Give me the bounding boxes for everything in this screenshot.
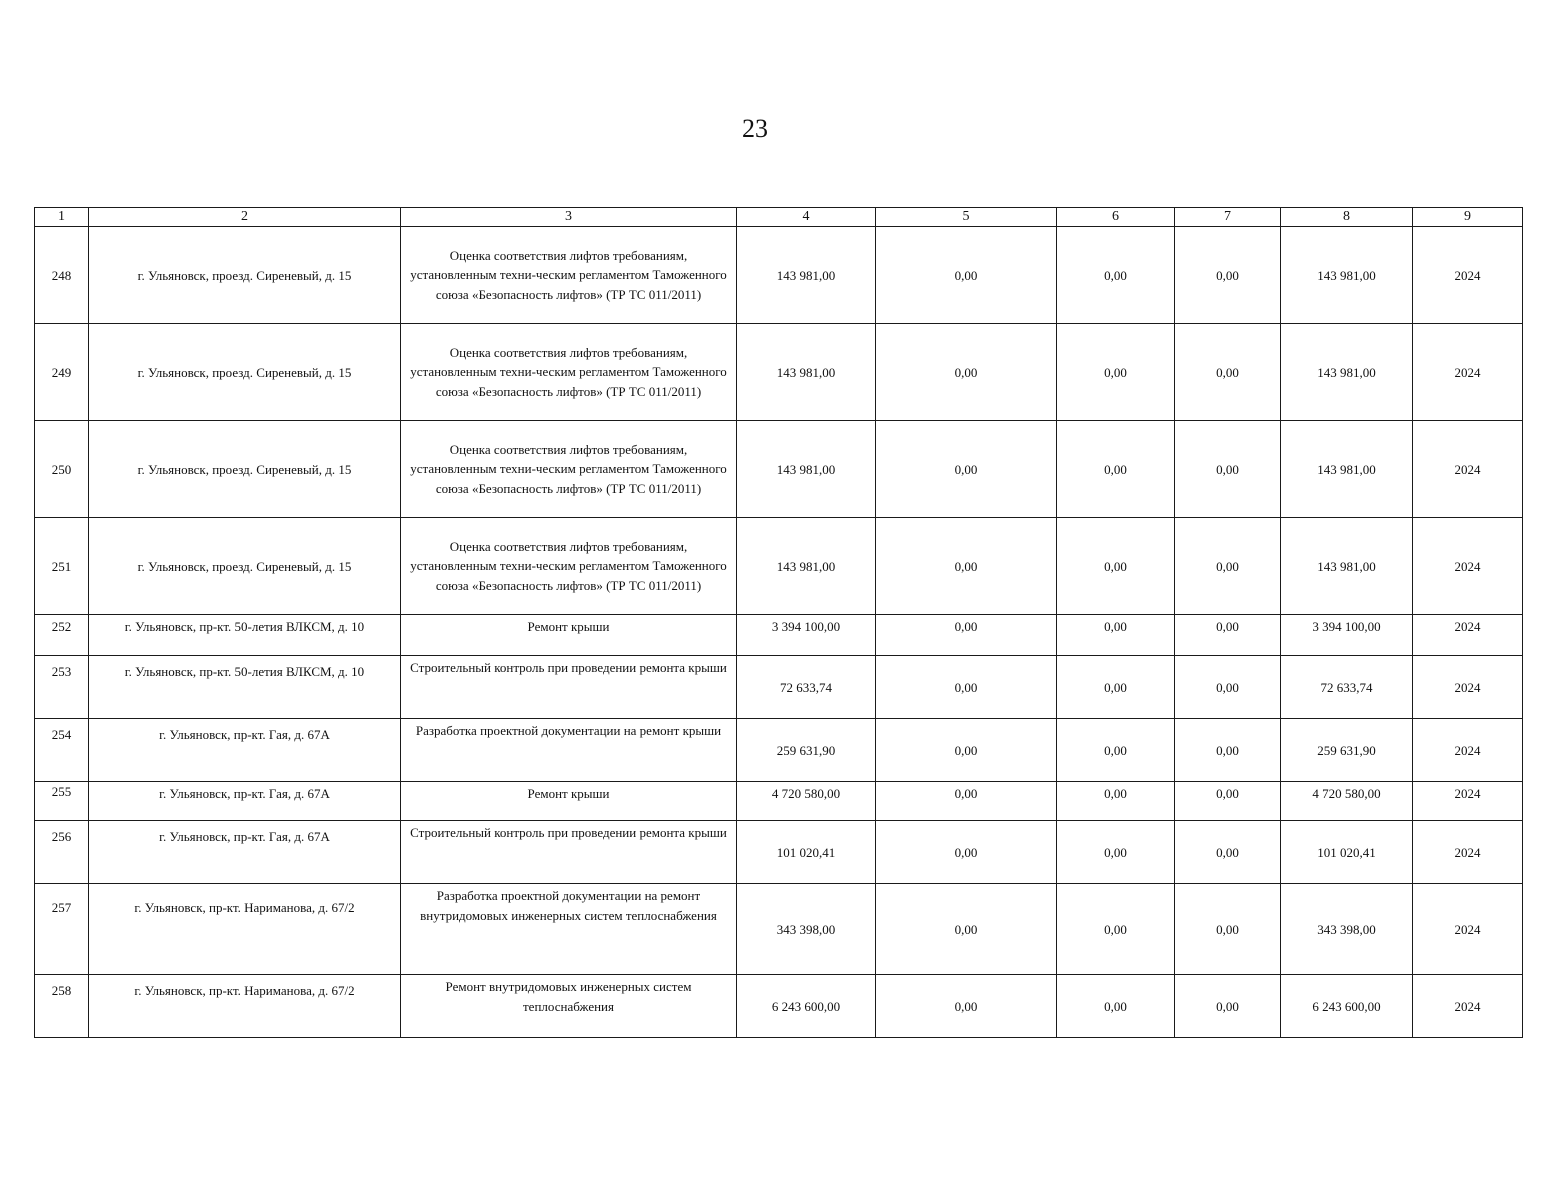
col7-cell: 0,00 (1175, 518, 1281, 615)
work-type-cell: Оценка соответствия лифтов требованиям, установленным техни-ческим регламентом Таможенного союза «Безопасность лифтов» (ТР ТС 011/2011) (401, 227, 737, 324)
col7-cell: 0,00 (1175, 884, 1281, 975)
table-row (35, 719, 1523, 782)
page-number: 23 (742, 114, 768, 143)
col5-cell: 0,00 (876, 782, 1057, 821)
table-row (35, 324, 1523, 421)
col5-cell: 0,00 (876, 421, 1057, 518)
col7-cell: 0,00 (1175, 227, 1281, 324)
year-cell: 2024 (1413, 518, 1523, 615)
col6-cell: 0,00 (1057, 421, 1175, 518)
address-cell: г. Ульяновск, пр-кт. 50-летия ВЛКСМ, д. 10 (89, 656, 401, 719)
year-cell: 2024 (1413, 884, 1523, 975)
col8-cell: 143 981,00 (1281, 227, 1413, 324)
col8-cell: 259 631,90 (1281, 719, 1413, 782)
col7-cell: 0,00 (1175, 656, 1281, 719)
col8-cell: 143 981,00 (1281, 518, 1413, 615)
year-cell: 2024 (1413, 782, 1523, 821)
table-row (35, 656, 1523, 719)
column-header: 1 (35, 208, 89, 227)
col5-cell: 0,00 (876, 884, 1057, 975)
column-numbers-row (35, 208, 1523, 227)
work-type-cell: Строительный контроль при проведении ремонта крыши (401, 821, 737, 884)
column-header: 4 (737, 208, 876, 227)
work-type-cell: Оценка соответствия лифтов требованиям, установленным техни-ческим регламентом Таможенного союза «Безопасность лифтов» (ТР ТС 011/2011) (401, 421, 737, 518)
cost-total-cell: 143 981,00 (737, 518, 876, 615)
cost-total-cell: 259 631,90 (737, 719, 876, 782)
col6-cell: 0,00 (1057, 782, 1175, 821)
work-type-cell: Ремонт крыши (401, 782, 737, 821)
col6-cell: 0,00 (1057, 884, 1175, 975)
year-cell: 2024 (1413, 656, 1523, 719)
cost-total-cell: 143 981,00 (737, 421, 876, 518)
address-cell: г. Ульяновск, пр-кт. Гая, д. 67А (89, 821, 401, 884)
col8-cell: 4 720 580,00 (1281, 782, 1413, 821)
col5-cell: 0,00 (876, 719, 1057, 782)
table-row (35, 821, 1523, 884)
column-header: 6 (1057, 208, 1175, 227)
table-row (35, 782, 1523, 821)
row-number: 255 (35, 782, 89, 821)
row-number: 252 (35, 615, 89, 656)
work-type-cell: Оценка соответствия лифтов требованиям, установленным техни-ческим регламентом Таможенного союза «Безопасность лифтов» (ТР ТС 011/2011) (401, 518, 737, 615)
column-header: 5 (876, 208, 1057, 227)
year-cell: 2024 (1413, 324, 1523, 421)
work-type-cell: Ремонт крыши (401, 615, 737, 656)
row-number: 254 (35, 719, 89, 782)
year-cell: 2024 (1413, 821, 1523, 884)
row-number: 257 (35, 884, 89, 975)
cost-total-cell: 343 398,00 (737, 884, 876, 975)
col5-cell: 0,00 (876, 518, 1057, 615)
column-header: 8 (1281, 208, 1413, 227)
address-cell: г. Ульяновск, пр-кт. Гая, д. 67А (89, 719, 401, 782)
col6-cell: 0,00 (1057, 615, 1175, 656)
col7-cell: 0,00 (1175, 324, 1281, 421)
col6-cell: 0,00 (1057, 227, 1175, 324)
year-cell: 2024 (1413, 615, 1523, 656)
col5-cell: 0,00 (876, 821, 1057, 884)
col8-cell: 143 981,00 (1281, 421, 1413, 518)
col5-cell: 0,00 (876, 975, 1057, 1038)
col6-cell: 0,00 (1057, 656, 1175, 719)
col7-cell: 0,00 (1175, 421, 1281, 518)
year-cell: 2024 (1413, 719, 1523, 782)
cost-total-cell: 6 243 600,00 (737, 975, 876, 1038)
table-row (35, 884, 1523, 975)
works-table (34, 207, 1523, 1038)
col6-cell: 0,00 (1057, 518, 1175, 615)
cost-total-cell: 101 020,41 (737, 821, 876, 884)
col5-cell: 0,00 (876, 324, 1057, 421)
col6-cell: 0,00 (1057, 324, 1175, 421)
table-row (35, 421, 1523, 518)
col5-cell: 0,00 (876, 227, 1057, 324)
row-number: 249 (35, 324, 89, 421)
row-number: 253 (35, 656, 89, 719)
address-cell: г. Ульяновск, проезд. Сиреневый, д. 15 (89, 324, 401, 421)
table-row (35, 518, 1523, 615)
column-header: 9 (1413, 208, 1523, 227)
column-header: 7 (1175, 208, 1281, 227)
row-number: 250 (35, 421, 89, 518)
col5-cell: 0,00 (876, 615, 1057, 656)
col5-cell: 0,00 (876, 656, 1057, 719)
col8-cell: 143 981,00 (1281, 324, 1413, 421)
col7-cell: 0,00 (1175, 821, 1281, 884)
cost-total-cell: 143 981,00 (737, 324, 876, 421)
col8-cell: 101 020,41 (1281, 821, 1413, 884)
table-row (35, 615, 1523, 656)
col8-cell: 72 633,74 (1281, 656, 1413, 719)
col8-cell: 3 394 100,00 (1281, 615, 1413, 656)
cost-total-cell: 3 394 100,00 (737, 615, 876, 656)
work-type-cell: Ремонт внутридомовых инженерных систем теплоснабжения (401, 975, 737, 1038)
col6-cell: 0,00 (1057, 719, 1175, 782)
row-number: 248 (35, 227, 89, 324)
address-cell: г. Ульяновск, проезд. Сиреневый, д. 15 (89, 227, 401, 324)
row-number: 258 (35, 975, 89, 1038)
address-cell: г. Ульяновск, пр-кт. 50-летия ВЛКСМ, д. 10 (89, 615, 401, 656)
column-header: 3 (401, 208, 737, 227)
address-cell: г. Ульяновск, пр-кт. Гая, д. 67А (89, 782, 401, 821)
cost-total-cell: 72 633,74 (737, 656, 876, 719)
work-type-cell: Оценка соответствия лифтов требованиям, установленным техни-ческим регламентом Таможенного союза «Безопасность лифтов» (ТР ТС 011/2011) (401, 324, 737, 421)
row-number: 256 (35, 821, 89, 884)
col8-cell: 6 243 600,00 (1281, 975, 1413, 1038)
col6-cell: 0,00 (1057, 821, 1175, 884)
col8-cell: 343 398,00 (1281, 884, 1413, 975)
address-cell: г. Ульяновск, пр-кт. Нариманова, д. 67/2 (89, 884, 401, 975)
col7-cell: 0,00 (1175, 615, 1281, 656)
cost-total-cell: 4 720 580,00 (737, 782, 876, 821)
col6-cell: 0,00 (1057, 975, 1175, 1038)
year-cell: 2024 (1413, 227, 1523, 324)
address-cell: г. Ульяновск, проезд. Сиреневый, д. 15 (89, 421, 401, 518)
row-number: 251 (35, 518, 89, 615)
col7-cell: 0,00 (1175, 975, 1281, 1038)
address-cell: г. Ульяновск, проезд. Сиреневый, д. 15 (89, 518, 401, 615)
address-cell: г. Ульяновск, пр-кт. Нариманова, д. 67/2 (89, 975, 401, 1038)
year-cell: 2024 (1413, 975, 1523, 1038)
work-type-cell: Разработка проектной документации на ремонт внутридомовых инженерных систем теплоснабжения (401, 884, 737, 975)
col7-cell: 0,00 (1175, 782, 1281, 821)
table-row (35, 227, 1523, 324)
work-type-cell: Разработка проектной документации на ремонт крыши (401, 719, 737, 782)
cost-total-cell: 143 981,00 (737, 227, 876, 324)
year-cell: 2024 (1413, 421, 1523, 518)
column-header: 2 (89, 208, 401, 227)
col7-cell: 0,00 (1175, 719, 1281, 782)
table-row (35, 975, 1523, 1038)
work-type-cell: Строительный контроль при проведении ремонта крыши (401, 656, 737, 719)
